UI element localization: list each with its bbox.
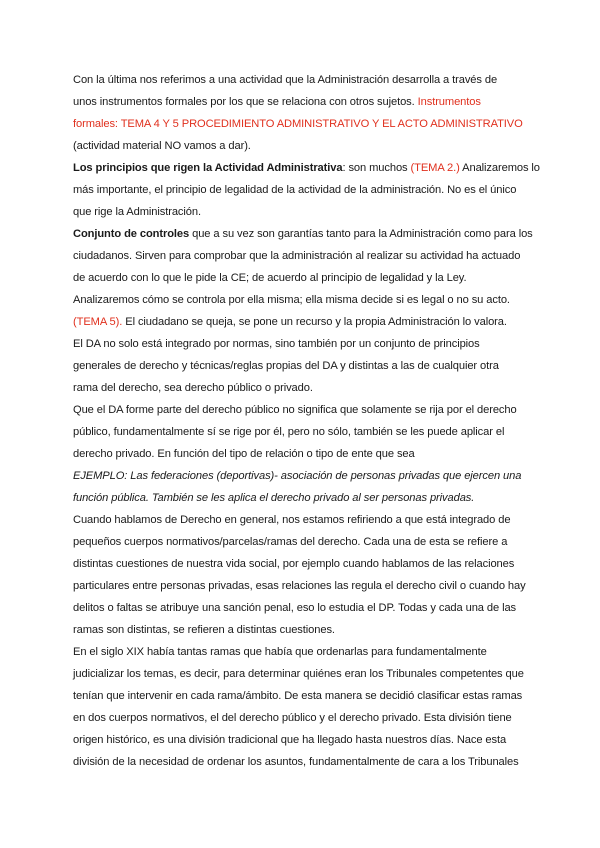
text-line (73, 487, 528, 509)
text-run: tenían que intervenir en cada rama/ámbito. De esta manera se decidió clasificar estas ramas (73, 690, 523, 702)
text-line (73, 707, 528, 729)
text-run: Analizaremos lo (459, 162, 540, 174)
text-run: Con la última nos referimos a una actividad que la Administración desarrolla a través de (73, 74, 498, 86)
text-line (73, 509, 528, 531)
text-run: : son muchos (342, 162, 411, 174)
highlighted-text: (TEMA 2.) (410, 162, 460, 174)
text-line (73, 69, 528, 91)
text-run: unos instrumentos formales por los que se relaciona con otros sujetos. (73, 96, 418, 108)
text-run: de acuerdo con lo que le pide la CE; de acuerdo al principio de legalidad y la Ley. (73, 272, 467, 284)
text-line (73, 465, 528, 487)
text-line (73, 399, 528, 421)
bold-text: Los principios que rigen la Actividad Administrativa (73, 162, 343, 174)
text-line (73, 157, 540, 179)
text-line (73, 311, 528, 333)
text-line (73, 245, 528, 267)
text-run: (actividad material NO vamos a dar). (73, 140, 251, 152)
highlighted-text: formales: TEMA 4 Y 5 PROCEDIMIENTO ADMINISTRATIVO Y EL ACTO ADMINISTRATIVO (73, 118, 523, 130)
text-line (73, 597, 528, 619)
highlighted-text: (TEMA 5). (73, 316, 123, 328)
text-run: división de la necesidad de ordenar los asuntos, fundamentalmente de cara a los Tribunales (73, 756, 519, 768)
text-line (73, 641, 528, 663)
text-line (73, 751, 528, 773)
text-run: En el siglo XIX había tantas ramas que había que ordenarlas para fundamentalmente (73, 646, 487, 658)
text-run: que a su vez son garantías tanto para la Administración como para los (189, 228, 533, 240)
text-run: Analizaremos cómo se controla por ella misma; ella misma decide si es legal o no su acto. (73, 294, 510, 306)
italic-text: función pública. También se les aplica el derecho privado al ser personas privadas. (73, 492, 475, 504)
text-run: ciudadanos. Sirven para comprobar que la administración al realizar su actividad ha actuado (73, 250, 521, 262)
text-line (73, 223, 533, 245)
text-line (73, 531, 528, 553)
text-line (73, 179, 528, 201)
text-line (73, 377, 528, 399)
text-run: origen histórico, es una división tradicional que ha llegado hasta nuestros días. Nace esta (73, 734, 507, 746)
text-run: público, fundamentalmente sí se rige por él, pero no sólo, también se les puede aplicar el (73, 426, 505, 438)
text-line (73, 663, 528, 685)
text-line (73, 355, 528, 377)
text-line (73, 443, 528, 465)
text-run: El ciudadano se queja, se pone un recurso y la propia Administración lo valora. (122, 316, 507, 328)
text-line (73, 619, 528, 641)
text-run: judicializar los temas, es decir, para determinar quiénes eran los Tribunales competentes que (73, 668, 524, 680)
text-run: pequeños cuerpos normativos/parcelas/ramas del derecho. Cada una de esta se refiere a (73, 536, 508, 548)
text-run: Cuando hablamos de Derecho en general, nos estamos refiriendo a que está integrado de (73, 514, 511, 526)
text-run: delitos o faltas se atribuye una sanción penal, eso lo estudia el DP. Todas y cada una de las (73, 602, 517, 614)
text-line (73, 201, 528, 223)
text-run: más importante, el principio de legalidad de la actividad de la administración. No es el único (73, 184, 517, 196)
text-line (73, 289, 528, 311)
text-line (73, 267, 528, 289)
text-run: ramas son distintas, se refieren a distintas cuestiones. (73, 624, 335, 636)
text-run: distintas cuestiones de nuestra vida social, por ejemplo cuando hablamos de las relaciones (73, 558, 515, 570)
highlighted-text: Instrumentos (417, 96, 481, 108)
text-run: derecho privado. En función del tipo de relación o tipo de ente que sea (73, 448, 415, 460)
text-line (73, 729, 528, 751)
text-line (73, 333, 528, 355)
text-line (73, 575, 528, 597)
bold-text: Conjunto de controles (73, 228, 190, 240)
italic-text: EJEMPLO: Las federaciones (deportivas)- asociación de personas privadas que ejercen una (73, 470, 522, 482)
text-run: que rige la Administración. (73, 206, 201, 218)
text-run: Que el DA forme parte del derecho público no significa que solamente se rija por el derecho (73, 404, 517, 416)
text-run: El DA no solo está integrado por normas, sino también por un conjunto de principios (73, 338, 480, 350)
text-line (73, 553, 528, 575)
text-line (73, 135, 528, 157)
text-run: particulares entre personas privadas, esas relaciones las regula el derecho civil o cuando hay (73, 580, 526, 592)
text-line (73, 685, 528, 707)
text-run: rama del derecho, sea derecho público o privado. (73, 382, 313, 394)
text-run: generales de derecho y técnicas/reglas propias del DA y distintas a las de cualquier otra (73, 360, 499, 372)
text-line (73, 113, 528, 135)
text-run: en dos cuerpos normativos, el del derecho público y el derecho privado. Esta división tiene (73, 712, 512, 724)
text-line (73, 421, 528, 443)
text-line (73, 91, 528, 113)
